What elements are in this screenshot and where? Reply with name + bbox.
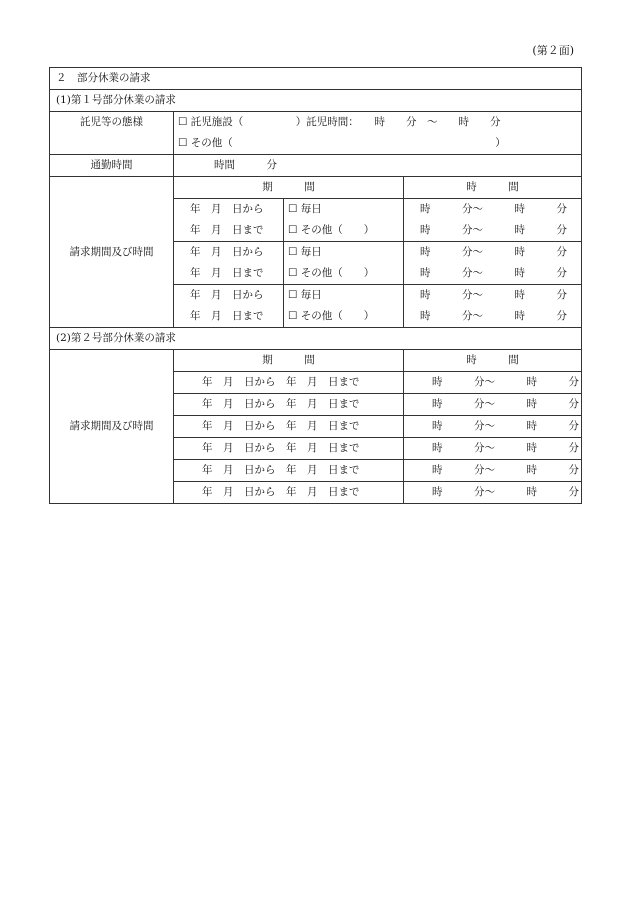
- part1-g3-time1[interactable]: 時 分～ 時 分: [404, 285, 582, 307]
- part2-period-row[interactable]: 年 月 日から 年 月 日まで: [174, 372, 404, 394]
- part1-g2-time1[interactable]: 時 分～ 時 分: [404, 242, 582, 264]
- part2-time-row[interactable]: 時 分～ 時 分: [404, 372, 582, 394]
- part1-g1-from[interactable]: 年 月 日から: [174, 199, 284, 221]
- part1-request-label: 請求期間及び時間: [50, 177, 174, 328]
- part2-period-header: 期 間: [174, 350, 404, 372]
- part1-g2-from[interactable]: 年 月 日から: [174, 242, 284, 264]
- part2-time-row[interactable]: 時 分～ 時 分: [404, 482, 582, 504]
- part2-period-row[interactable]: 年 月 日から 年 月 日まで: [174, 460, 404, 482]
- part2-period-row[interactable]: 年 月 日から 年 月 日まで: [174, 438, 404, 460]
- part1-g3-other[interactable]: ☐ その他（ ）: [284, 306, 404, 328]
- part1-g1-time1[interactable]: 時 分～ 時 分: [404, 199, 582, 221]
- part2-time-row[interactable]: 時 分～ 時 分: [404, 394, 582, 416]
- request-form-table: [49, 67, 582, 504]
- part1-g1-time2[interactable]: 時 分～ 時 分: [404, 220, 582, 242]
- childcare-option-facility[interactable]: ☐ 託児施設（ ）託児時間： 時 分 ～ 時 分: [174, 112, 582, 134]
- part2-time-row[interactable]: 時 分～ 時 分: [404, 438, 582, 460]
- commute-value[interactable]: 時間 分: [174, 155, 582, 177]
- part2-time-row[interactable]: 時 分～ 時 分: [404, 416, 582, 438]
- part1-g3-daily[interactable]: ☐ 毎日: [284, 285, 404, 307]
- part2-period-row[interactable]: 年 月 日から 年 月 日まで: [174, 394, 404, 416]
- part1-g2-daily[interactable]: ☐ 毎日: [284, 242, 404, 264]
- part1-g3-time2[interactable]: 時 分～ 時 分: [404, 306, 582, 328]
- part1-g3-to[interactable]: 年 月 日まで: [174, 306, 284, 328]
- part1-title: (1)第１号部分休業の請求: [50, 90, 582, 112]
- part1-g3-from[interactable]: 年 月 日から: [174, 285, 284, 307]
- part1-g2-to[interactable]: 年 月 日まで: [174, 263, 284, 285]
- part1-g2-other[interactable]: ☐ その他（ ）: [284, 263, 404, 285]
- part1-g2-time2[interactable]: 時 分～ 時 分: [404, 263, 582, 285]
- part2-time-header: 時 間: [404, 350, 582, 372]
- part1-g1-to[interactable]: 年 月 日まで: [174, 220, 284, 242]
- commute-label: 通勤時間: [50, 155, 174, 177]
- part2-time-row[interactable]: 時 分～ 時 分: [404, 460, 582, 482]
- childcare-option-other[interactable]: ☐ その他（ ）: [174, 133, 582, 155]
- part1-g1-daily[interactable]: ☐ 毎日: [284, 199, 404, 221]
- part1-period-header: 期 間: [174, 177, 404, 199]
- childcare-label: 託児等の態様: [50, 112, 174, 155]
- part2-request-label: 請求期間及び時間: [50, 350, 174, 504]
- part2-period-row[interactable]: 年 月 日から 年 月 日まで: [174, 482, 404, 504]
- section-title: ２ 部分休業の請求: [50, 68, 582, 90]
- part1-time-header: 時 間: [404, 177, 582, 199]
- page-label: (第２面): [532, 44, 574, 57]
- part2-period-row[interactable]: 年 月 日から 年 月 日まで: [174, 416, 404, 438]
- part2-title: (2)第２号部分休業の請求: [50, 328, 582, 350]
- part1-g1-other[interactable]: ☐ その他（ ）: [284, 220, 404, 242]
